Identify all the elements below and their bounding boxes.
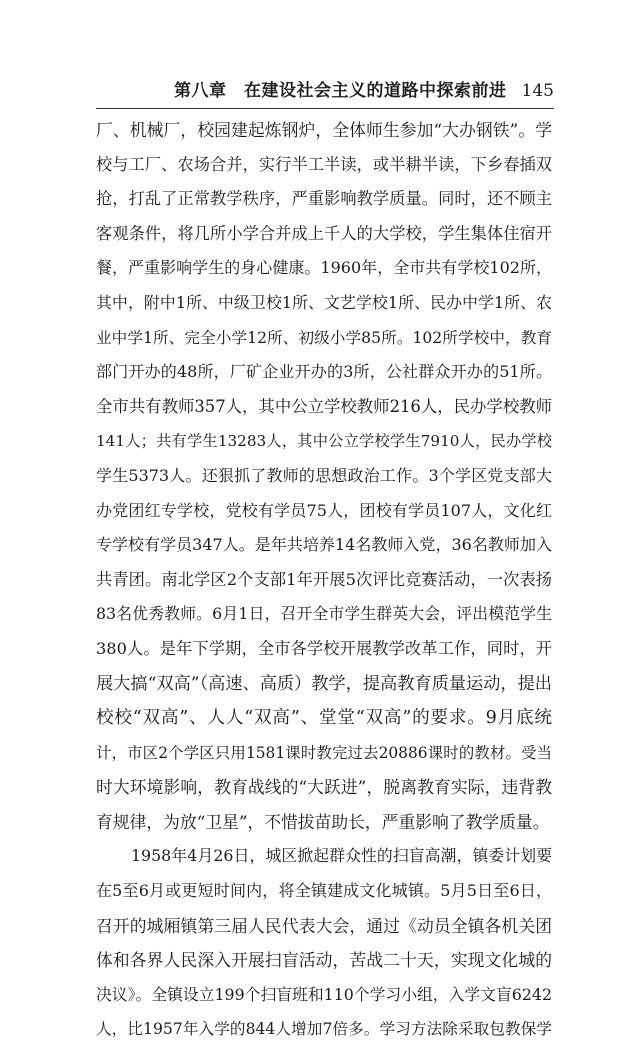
chapter-title: 第八章 在建设社会主义的道路中探索前进 bbox=[174, 81, 507, 101]
text-line: 全市共有教师357人，其中公立学校教师216人，民办学校教师 bbox=[96, 396, 552, 416]
text-line: 83名优秀教师。6月1日，召开全市学生群英大会，评出模范学生 bbox=[96, 604, 552, 624]
text-line: 抢，打乱了正常教学秩序，严重影响教学质量。同时，还不顾主 bbox=[96, 189, 552, 209]
text-line: 其中，附中1所、中级卫校1所、文艺学校1所、民办中学1所、农 bbox=[96, 292, 552, 312]
text-line: 在5至6月或更短时间内，将全镇建成文化城镇。5月5日至6日， bbox=[96, 881, 552, 901]
text-line: 办党团红专学校，党校有学员75人，团校有学员107人，文化红 bbox=[96, 500, 552, 520]
text-line: 时大环境影响，教育战线的“大跃进”，脱离教育实际，违背教 bbox=[96, 777, 552, 798]
text-line: 召开的城厢镇第三届人民代表大会，通过《动员全镇各机关团 bbox=[96, 915, 552, 936]
text-line: 业中学1所、完全小学12所、初级小学85所。102所学校中，教育 bbox=[96, 328, 552, 347]
text-line: 部门开办的48所，厂矿企业开办的3所，公社群众开办的51所。 bbox=[96, 362, 552, 382]
text-line: 校校“双高”、人人“双高”、堂堂“双高”的要求。9月底统 bbox=[96, 708, 552, 729]
text-line: 厂、机械厂，校园建起炼钢炉，全体师生参加“大办钢铁”。学 bbox=[96, 120, 552, 140]
text-line: 人，比1957年入学的844人增加7倍多。学习方法除采取包教保学 bbox=[96, 1020, 552, 1039]
text-line: 决议》。全镇设立199个扫盲班和110个学习小组，入学文盲6242 bbox=[96, 984, 552, 1004]
text-line: 共青团。南北学区2个支部1年开展5次评比竞赛活动，一次表扬 bbox=[96, 569, 552, 589]
text-line: 客观条件，将几所小学合并成上千人的大学校，学生集体住宿开 bbox=[96, 223, 552, 243]
text-line: 专学校有学员347人。是年共培养14名教师入党，36名教师加入 bbox=[96, 535, 552, 555]
paragraph-start-line: 1958年4月26日，城区掀起群众性的扫盲高潮，镇委计划要 bbox=[131, 846, 552, 866]
text-line: 计，市区2个学区只用1581课时教完过去20886课时的教材。受当 bbox=[96, 743, 552, 762]
text-line: 380人。是年下学期，全市各学校开展教学改革工作，同时，开 bbox=[96, 638, 552, 658]
text-line: 学生5373人。还狠抓了教师的思想政治工作。3个学区党支部大 bbox=[96, 465, 552, 485]
text-line: 育规律，为放“卫星”，不惜拔苗助长，严重影响了教学质量。 bbox=[96, 811, 550, 832]
text-line: 展大搞“双高”（高速、高质）教学，提高教育质量运动，提出 bbox=[96, 673, 552, 694]
running-header bbox=[96, 80, 554, 106]
page-number: 145 bbox=[521, 81, 554, 101]
text-line: 餐，严重影响学生的身心健康。1960年，全市共有学校102所， bbox=[96, 258, 552, 278]
header-rule bbox=[96, 108, 554, 109]
text-line: 141人；共有学生13283人，其中公立学校学生7910人，民办学校 bbox=[96, 432, 552, 451]
text-line: 体和各界人民深入开展扫盲活动，苦战二十天，实现文化城的 bbox=[96, 950, 552, 971]
text-line: 校与工厂、农场合并，实行半工半读，或半耕半读，下乡春插双 bbox=[96, 154, 552, 174]
